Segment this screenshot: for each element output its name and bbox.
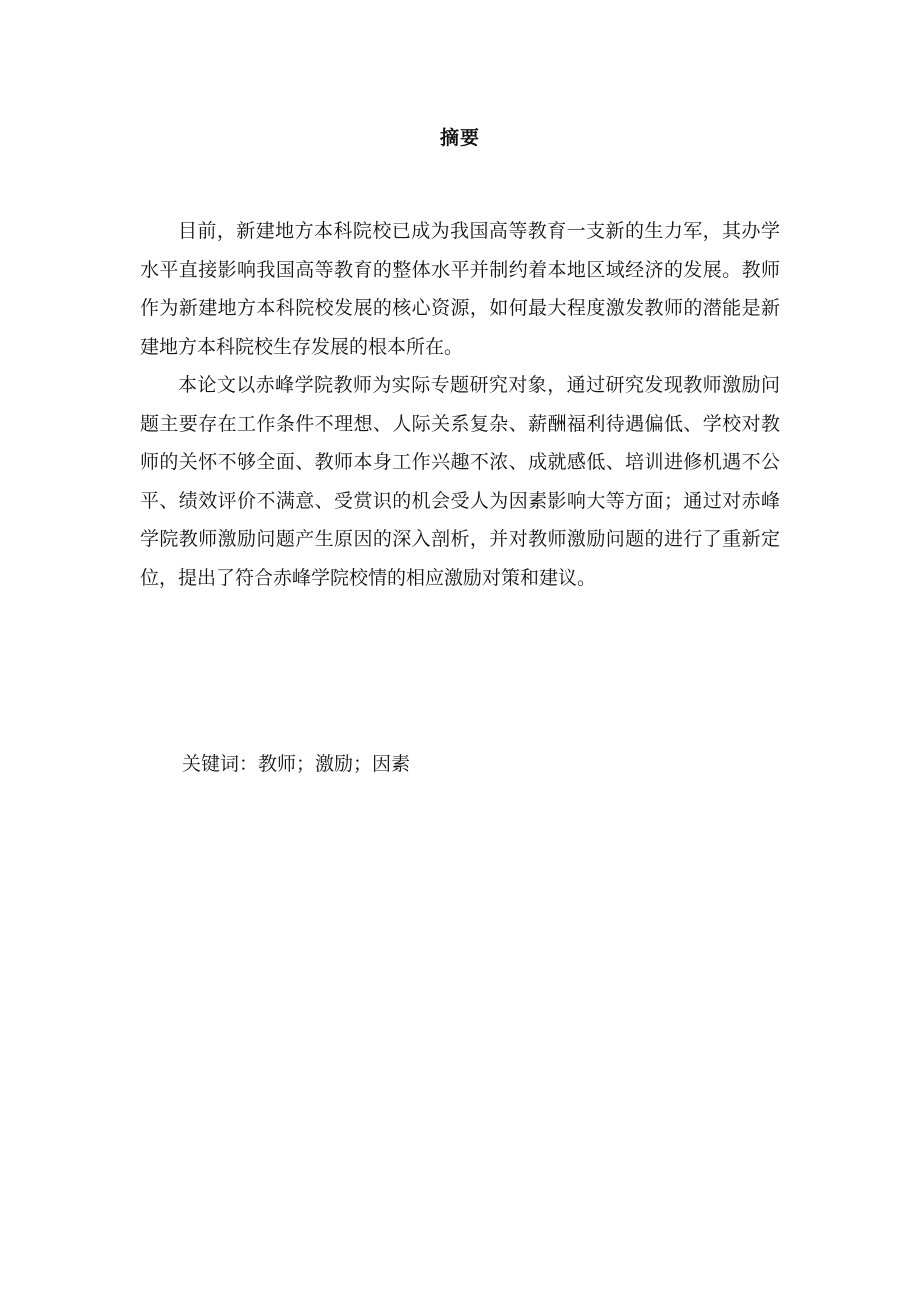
abstract-paragraph-1: 目前，新建地方本科院校已成为我国高等教育一支新的生力军，其办学水平直接影响我国高等教育的整体水平并制约着本地区域经济的发展。教师作为新建地方本科院校发展的核心资源，如何最大程度激发教师的潜能是新建地方本科院校生存发展的根本所在。 xyxy=(140,220,780,358)
abstract-title: 摘要 xyxy=(439,127,480,149)
abstract-paragraph-2: 本论文以赤峰学院教师为实际专题研究对象，通过研究发现教师激励问题主要存在工作条件不理想、人际关系复杂、薪酬福利待遇偏低、学校对教师的关怀不够全面、教师本身工作兴趣不浓、成就感低、培训进修机遇不公平、绩效评价不满意、受赏识的机会受人为因素影响大等方面；通过对赤峰学院教师激励问题产生原因的深入剖析，并对教师激励问题的进行了重新定位，提出了符合赤峰学院校情的相应激励对策和建议。 xyxy=(140,374,780,589)
keywords-line xyxy=(182,749,410,779)
keywords-label: 关键词： xyxy=(182,753,259,775)
abstract-body xyxy=(140,212,780,597)
keywords-list: 教师；激励；因素 xyxy=(258,753,411,775)
